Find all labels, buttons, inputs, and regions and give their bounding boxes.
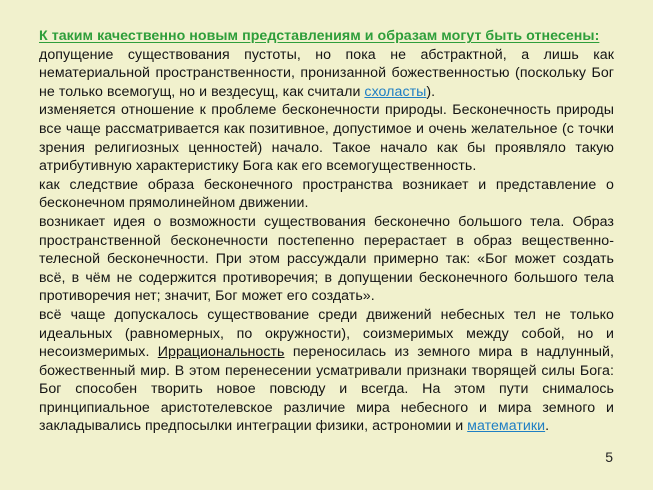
paragraph-infinite-motion: как следствие образа бесконечного пространства возникает и представление о бесконечном прямолинейном движении. bbox=[39, 176, 614, 212]
paragraph-celestial-middle: переносилась из земного мира в надлунный, божественный мир. В этом перенесении усматривали признаки творящей силы Бога: Бог способен творить новое повсюду и всегда. На этом пути снималось принципиальное аристотелевское различие мира небесного и мира земного и закладывались предпосылки интеграции физики, астрономии и bbox=[39, 344, 615, 435]
link-mathematics[interactable]: математики bbox=[467, 418, 546, 435]
slide-heading: К таким качественно новым представлениям и образам могут быть отнесены: bbox=[39, 28, 600, 44]
irrationality-term: Иррациональность bbox=[157, 344, 285, 361]
paragraph-void-text: допущение существования пустоты, но пока не абстрактной, а лишь как нематериальной пространственности, пронизанной божественностью (поскольку Бог не только всемогущ, но и вездесущ, как считали bbox=[39, 46, 614, 100]
paragraph-infinite-body: возникает идея о возможности существования бесконечно большого тела. Образ пространственной бесконечности постепенно перерастает в образ вещественно-телесной бесконечности. При этом рассуждали примерно так: «Бог может создать всё, в чём не содержится противоречия; в допущении бесконечного большого тела противоречия нет; значит, Бог может его создать». bbox=[39, 213, 614, 305]
link-scholastics[interactable]: схоласты bbox=[364, 83, 427, 100]
slide-content bbox=[39, 27, 614, 472]
paragraph-celestial-motion bbox=[39, 306, 614, 436]
paragraph-void-end: ). bbox=[426, 83, 436, 100]
slide-number: 5 bbox=[605, 449, 613, 465]
paragraph-infinity-nature: изменяется отношение к проблеме бесконечности природы. Бесконечность природы все чаще рассматривается как позитивное, допустимое и очень желательное (с точки зрения религиозных ценностей) начало. Такое начало как бы проявляло такую атрибутивную характеристику Бога как его всемогущественность. bbox=[39, 102, 614, 175]
paragraph-celestial-end: . bbox=[545, 418, 550, 435]
paragraph-void bbox=[39, 46, 614, 102]
heading-paragraph bbox=[39, 27, 614, 46]
paragraph-celestial-text: всё чаще допускалось существование среди движений небесных тел не только идеальных (равномерных, по окружности), соизмеримых между собой, но и несоизмеримых. bbox=[39, 306, 614, 361]
